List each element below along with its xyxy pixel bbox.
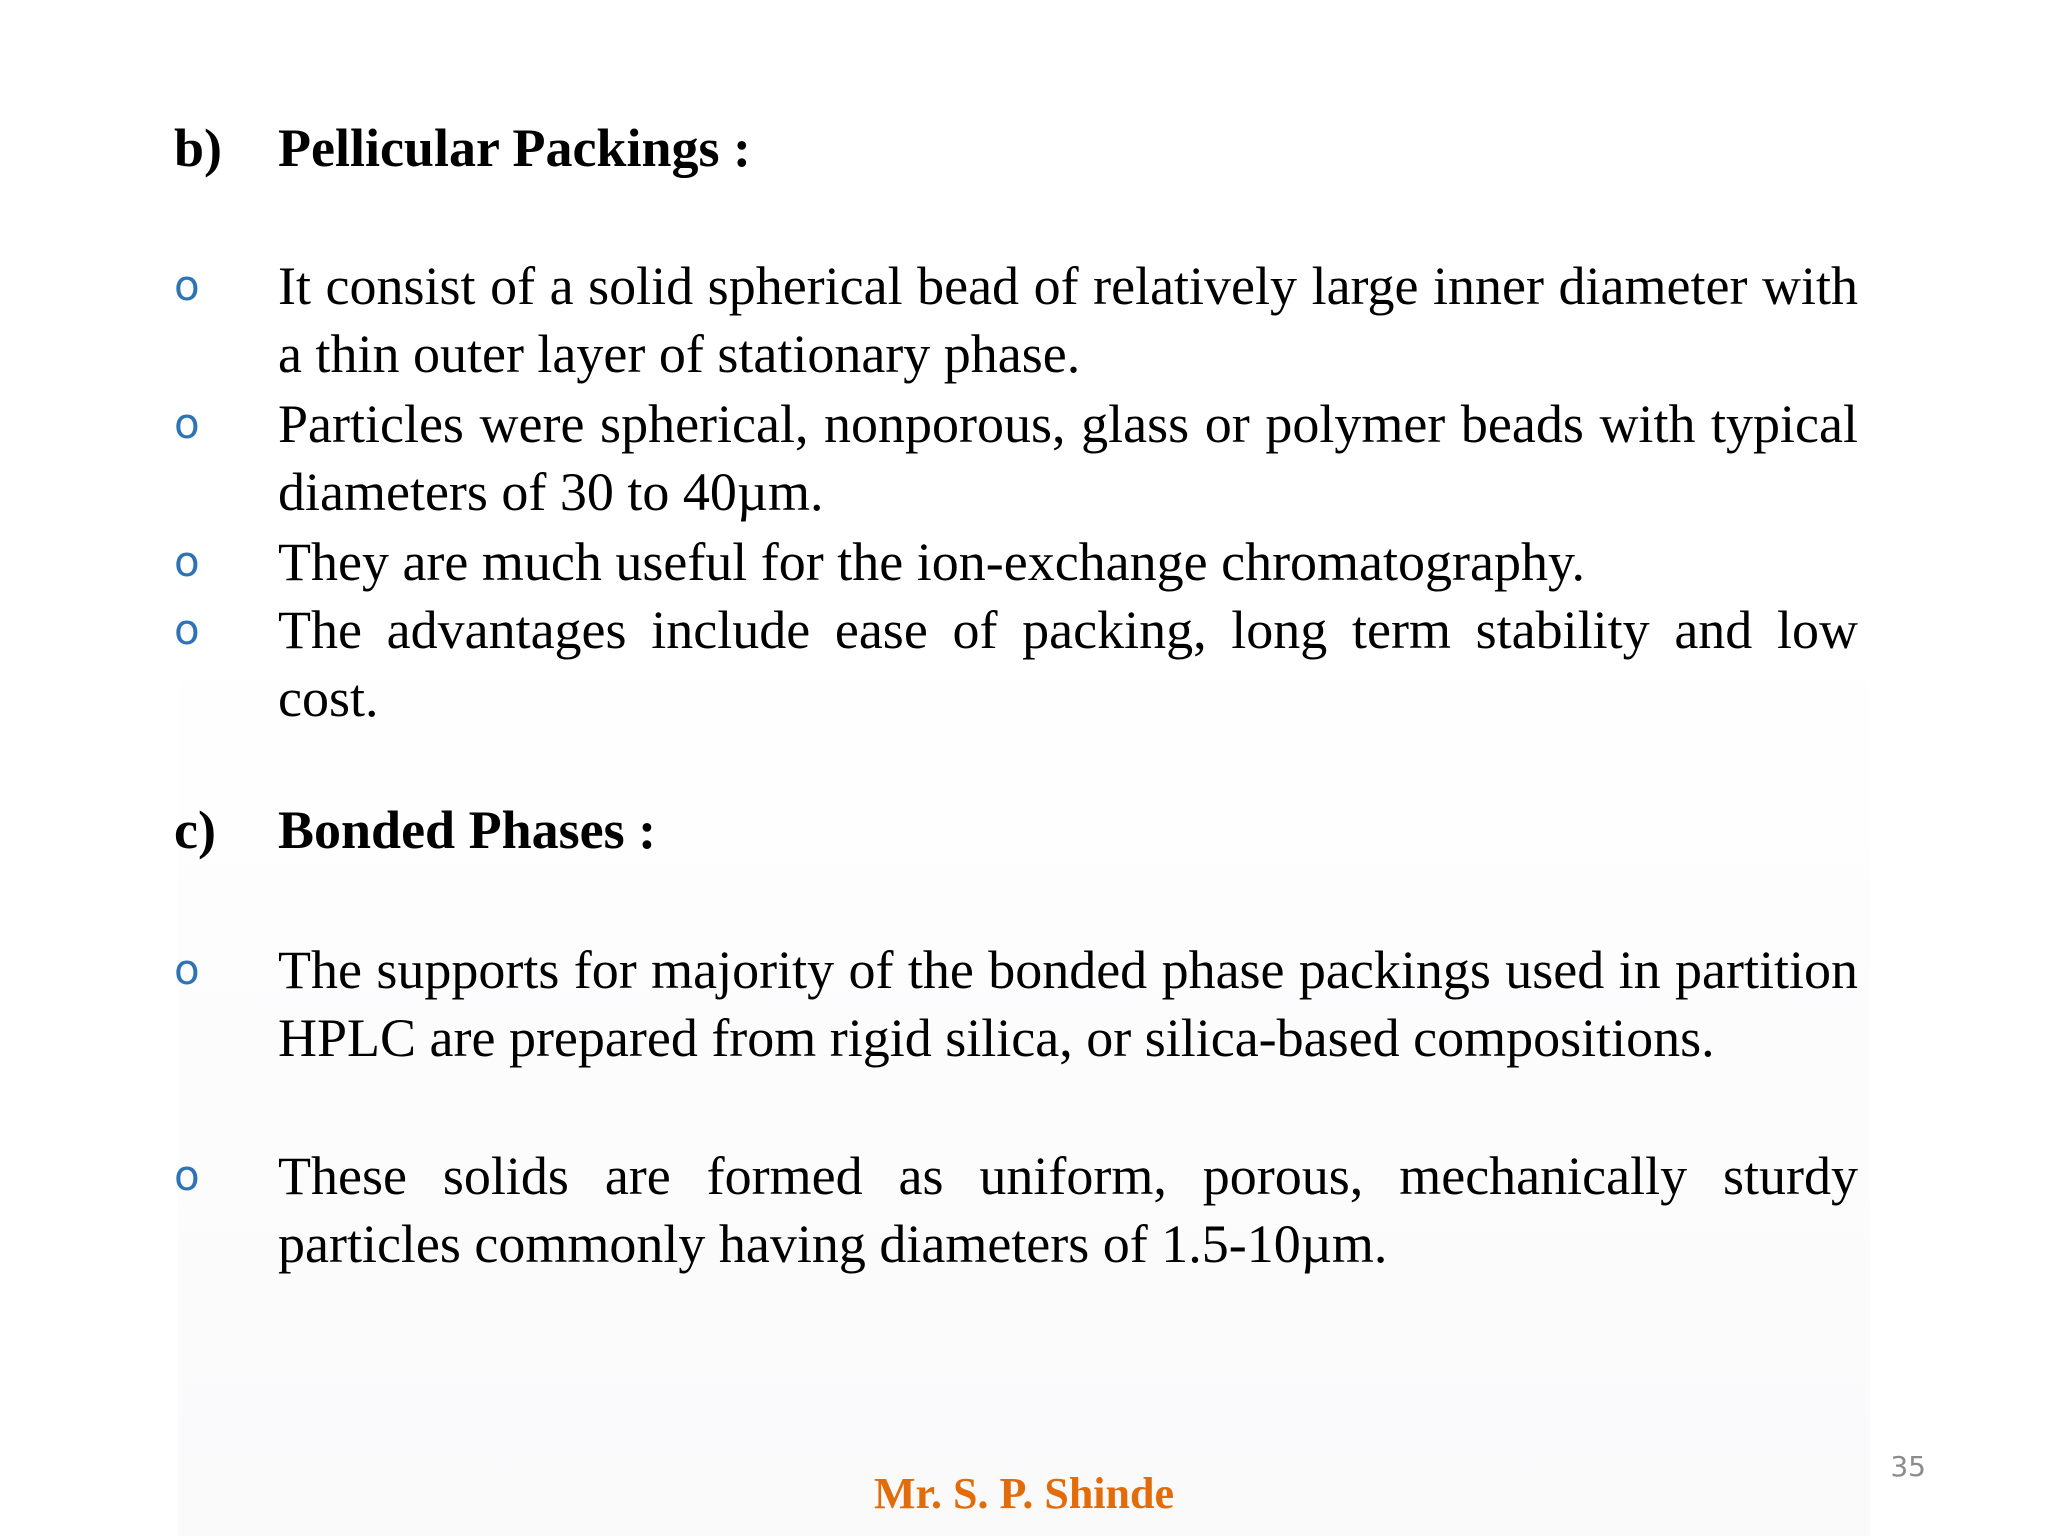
bullet-circle-icon: o xyxy=(174,1151,200,1200)
bullet-text: They are much useful for the ion-exchange chromatography. xyxy=(278,532,1585,592)
section-heading-pellicular xyxy=(174,118,751,178)
bullet-circle-icon: o xyxy=(174,261,200,310)
section-title: Pellicular Packings : xyxy=(278,118,751,178)
bullet-circle-icon: o xyxy=(174,399,200,448)
list-item xyxy=(174,596,1858,732)
bullet-text: Particles were spherical, nonporous, glass or polymer beads with typical diameters of 30 to 40µm. xyxy=(278,394,1858,522)
bullet-text: The supports for majority of the bonded phase packings used in partition HPLC are prepared from rigid silica, or silica-based compositions. xyxy=(278,940,1858,1068)
list-item xyxy=(174,390,1858,526)
bullet-circle-icon: o xyxy=(174,605,200,654)
list-item xyxy=(174,528,1858,596)
author-name: Mr. S. P. Shinde xyxy=(874,1469,1174,1518)
slide-background xyxy=(178,0,1870,1536)
bullet-circle-icon: o xyxy=(174,537,200,586)
bullet-circle-icon: o xyxy=(174,945,200,994)
section-marker: b) xyxy=(174,118,223,178)
bullet-text: The advantages include ease of packing, long term stability and low cost. xyxy=(278,600,1858,728)
section-title: Bonded Phases : xyxy=(278,800,657,860)
bullet-text: These solids are formed as uniform, porous, mechanically sturdy particles commonly having diameters of 1.5-10µm. xyxy=(278,1146,1858,1274)
page-number: 35 xyxy=(1890,1450,1926,1483)
section-marker: c) xyxy=(174,800,216,860)
section-heading-bonded xyxy=(174,800,656,860)
list-item xyxy=(174,252,1858,388)
bullet-text: It consist of a solid spherical bead of relatively large inner diameter with a thin outer layer of stationary phase. xyxy=(278,256,1858,384)
list-item xyxy=(174,1142,1858,1278)
list-item xyxy=(174,936,1858,1072)
